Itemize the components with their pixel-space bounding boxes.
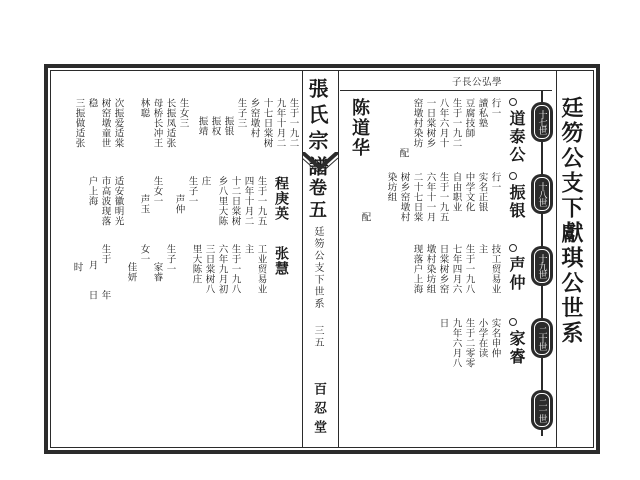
text-col: 行一 (489, 172, 501, 192)
text-col: 振权 (209, 116, 221, 136)
text-col: 声玉 (138, 194, 150, 214)
person-daotai: 道泰公 (507, 110, 526, 164)
spine-volume: 卷五 (306, 178, 327, 222)
spine-page-number: 三五 (312, 325, 323, 349)
text-col: 十二日棠树 (229, 176, 241, 226)
text-col: 庄 (199, 176, 211, 186)
text-col: 工业贸易业 (255, 244, 267, 294)
text-col: 实名申仲 (489, 318, 501, 358)
text-col: 生于一九二 (287, 98, 299, 148)
text-col: 生于一九二 (450, 98, 462, 148)
text-col: 适安徽明光 (112, 176, 124, 226)
text-col: 九年十月二 (274, 98, 286, 148)
spine-title: 張氏宗譜 (305, 78, 329, 182)
text-col: 振银 (222, 116, 234, 136)
text-col: 八年六月十 (437, 98, 449, 148)
text-col: 实名正银 (476, 172, 488, 212)
main-title: 廷笏公支下獻琪公世系 (558, 96, 584, 346)
lineage-node-1 (509, 98, 517, 106)
person-jiarui: 家睿 (507, 330, 526, 366)
text-col: 生于一九八 (229, 244, 241, 294)
generation-badge-18: 十八世 (531, 174, 553, 214)
text-col: 窑墩村染坊 (411, 98, 423, 148)
text-col: 树窑墩童世 (99, 98, 111, 148)
text-col: 生女一 (151, 176, 163, 206)
spouse-mark: 配 (359, 212, 371, 222)
text-col: 长振凤适张 (164, 98, 176, 148)
text-col: 女一 (138, 244, 150, 264)
text-col: 墩村染坊组 (424, 244, 436, 294)
generation-badge-21: 二一世 (531, 390, 553, 430)
text-col: 树乡窑墩村 (398, 172, 410, 222)
spine-left-line (302, 70, 303, 448)
text-col: 主 (242, 244, 254, 254)
person-zhanghui: 张慧 (273, 246, 289, 276)
text-col: 乡八里大陈 (216, 176, 228, 226)
text-col: 行一 (489, 98, 501, 118)
spine-right-line (338, 70, 339, 448)
generation-badge-19: 十九世 (531, 246, 553, 286)
text-col: 生于 (99, 244, 111, 264)
text-col: 生于一九五 (255, 176, 267, 226)
text-col: 日棠树乡窑 (437, 244, 449, 294)
text-col: 六年十一月 (424, 172, 436, 222)
text-col: 生女三 (177, 98, 189, 128)
lineage-node-4 (509, 318, 517, 326)
text-col: 七年四月六 (450, 244, 462, 294)
title-divider (556, 70, 557, 448)
text-col: 日 (437, 318, 449, 328)
text-col: 现落户上海 (411, 244, 423, 294)
text-col: 生子一 (164, 244, 176, 274)
person-zhenyin: 振银 (507, 184, 526, 220)
lineage-node-2 (509, 172, 517, 180)
text-col: 豆腐技師 (463, 98, 475, 138)
text-col: 户上海 (86, 176, 98, 206)
text-col: 林聪 (138, 98, 150, 118)
header-subtitle: 子長公弘學 (452, 77, 503, 88)
header-rule (340, 90, 552, 91)
text-col: 生子三 (235, 98, 247, 128)
text-col: 生于一九八 (463, 244, 475, 294)
text-col: 日 (86, 290, 98, 300)
spine-hall-name: 百忍堂 (311, 382, 326, 439)
text-col: 技工贸易业 (489, 244, 501, 294)
generation-badge-20: 二十世 (531, 318, 553, 358)
text-col: 声仲 (173, 194, 185, 214)
text-col: 三日棠树八 (203, 244, 215, 294)
text-col: 小学在读 (476, 318, 488, 358)
text-col: 月 (86, 260, 98, 270)
text-col: 母桥长冲王 (151, 98, 163, 148)
text-col: 稳 (86, 98, 98, 108)
text-col: 自由职业 (450, 172, 462, 212)
text-col: 十七日棠树 (261, 98, 273, 148)
text-col: 染坊组 (385, 172, 397, 202)
text-col: 一日棠树乡 (424, 98, 436, 148)
text-col: 生子一 (186, 176, 198, 206)
text-col: 家睿 (151, 262, 163, 282)
text-col: 主 (476, 244, 488, 254)
text-col: 三振做适张 (73, 98, 85, 148)
spine-subtitle: 廷笏公支下世系 (312, 226, 323, 310)
text-col: 生于一九五 (437, 172, 449, 222)
text-col: 时 (71, 262, 83, 272)
text-col: 里大陈庄 (190, 244, 202, 284)
text-col: 振靖 (196, 116, 208, 136)
text-col: 九年六月八 (450, 318, 462, 368)
person-chenggengying: 程庚英 (273, 176, 289, 221)
person-chendaohua: 陈道华 (349, 98, 370, 158)
text-col: 六年九月初 (216, 244, 228, 294)
text-col: 二十七日棠 (411, 172, 423, 222)
person-shengzhong: 声仲 (507, 256, 526, 292)
text-col: 市高波现落 (99, 176, 111, 226)
text-col: 中学文化 (463, 172, 475, 212)
text-col: 四年十月二 (242, 176, 254, 226)
text-col: 佳妍 (125, 262, 137, 282)
spouse-mark: 配 (397, 148, 409, 158)
lineage-node-3 (509, 244, 517, 252)
chevron-ornament-icon (302, 152, 338, 174)
text-col: 乡窑墩村 (248, 98, 260, 138)
text-col: 次振爱适棠 (112, 98, 124, 148)
text-col: 讀私塾 (476, 98, 488, 128)
text-col: 年 (99, 290, 111, 300)
generation-badge-17: 十七世 (531, 102, 553, 142)
text-col: 生于二零零 (463, 318, 475, 368)
